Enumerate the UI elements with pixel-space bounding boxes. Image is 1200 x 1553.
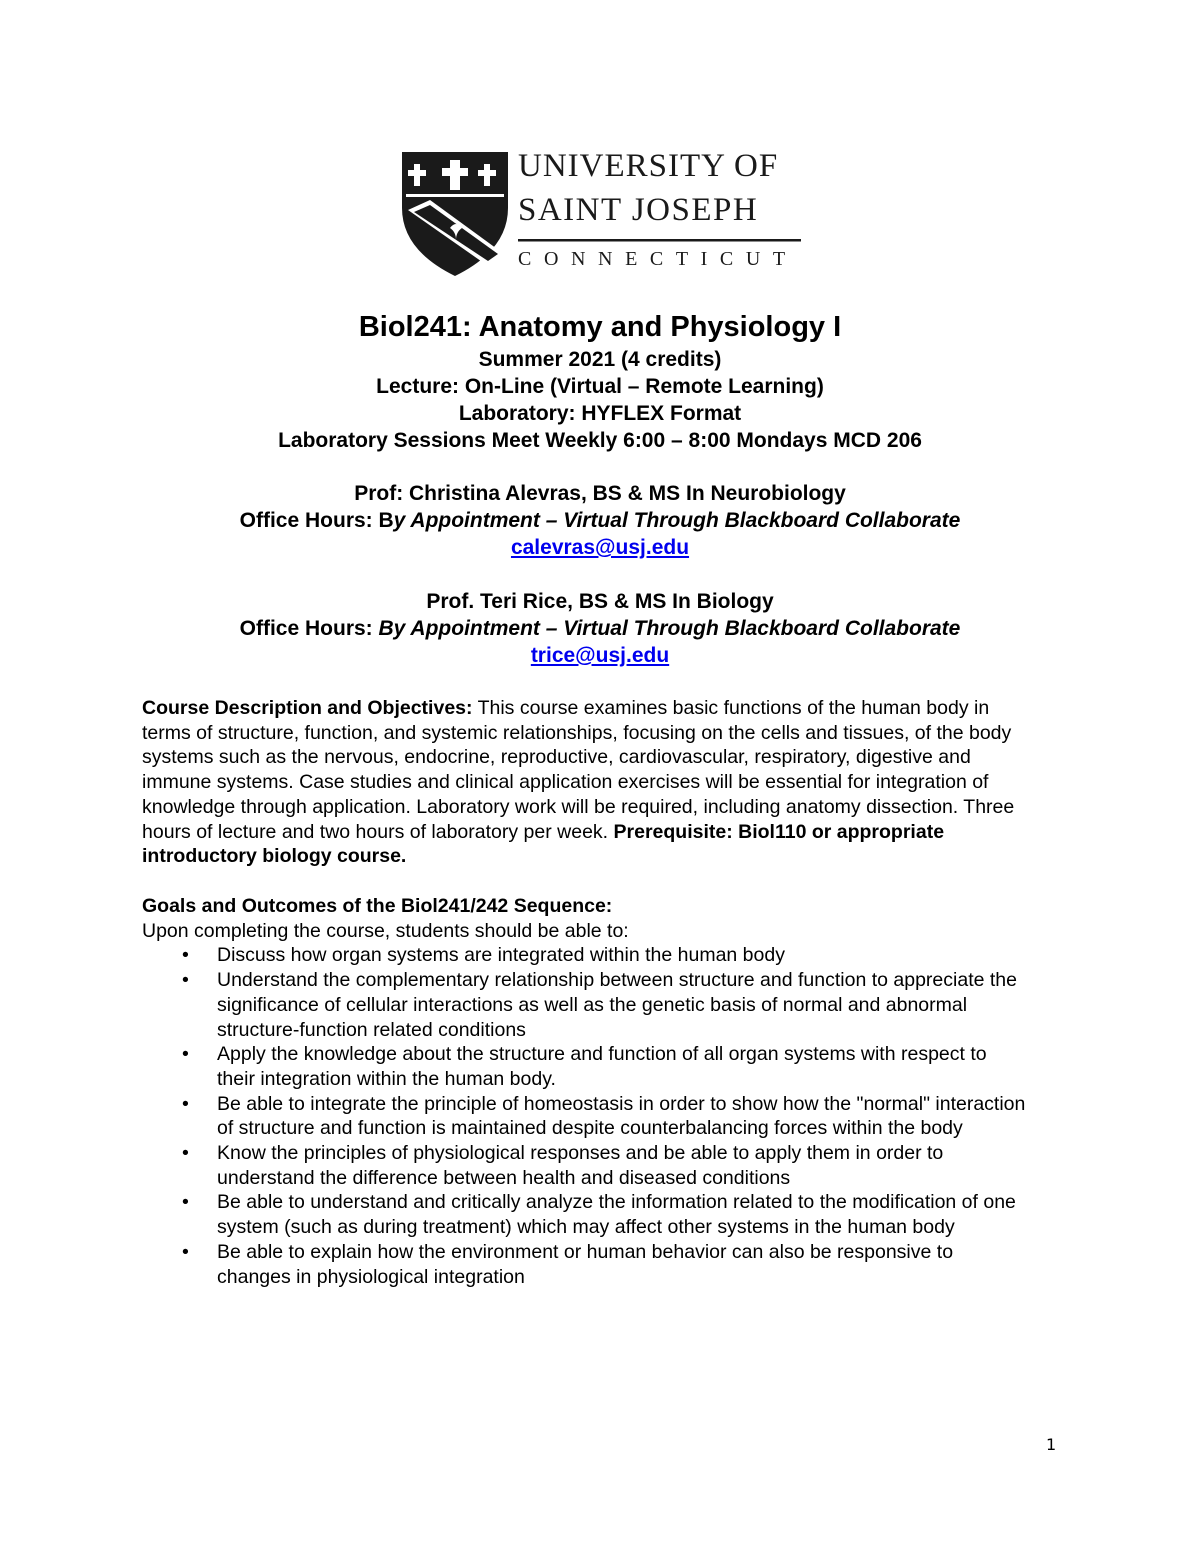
bullet-icon: • <box>182 944 189 967</box>
instructor-email-line <box>100 534 1100 561</box>
course-description-heading: Course Description and Objectives: <box>142 697 473 719</box>
list-item <box>142 1190 1027 1239</box>
instructor-email-link[interactable]: trice@usj.edu <box>530 644 670 667</box>
bullet-icon: • <box>182 1191 189 1214</box>
lecture-format: Lecture: On-Line (Virtual – Remote Learning) <box>376 375 824 398</box>
course-meta <box>100 346 1100 454</box>
list-item <box>142 1240 1027 1289</box>
list-item <box>142 1092 1027 1141</box>
list-item <box>142 1141 1027 1190</box>
goals-intro: Upon completing the course, students should be able to: <box>142 919 629 942</box>
course-title: Biol241: Anatomy and Physiology I <box>358 311 842 343</box>
course-description <box>142 696 1027 869</box>
office-hours-value: By Appointment – Virtual Through Blackboard Collaborate <box>378 617 961 640</box>
goals-section <box>142 894 1027 1289</box>
list-item-text: Know the principles of physiological responses and be able to apply them in order to understand the difference between health and diseased conditions <box>217 1142 944 1189</box>
prerequisite: Prerequisite: Biol110 or appropriate introductory biology course. <box>142 820 945 868</box>
office-hours-label: Office Hours: B <box>239 509 394 532</box>
page-number: 1 <box>1046 1435 1057 1454</box>
laboratory-format: Laboratory: HYFLEX Format <box>458 402 742 425</box>
logo-line-1: UNIVERSITY OF <box>518 148 779 184</box>
logo-line-3: CONNECTICUT <box>518 248 798 270</box>
lab-sessions: Laboratory Sessions Meet Weekly 6:00 – 8:00 Mondays MCD 206 <box>278 429 922 452</box>
list-item <box>142 968 1027 1042</box>
bullet-icon: • <box>182 1092 189 1115</box>
list-item-text: Discuss how organ systems are integrated within the human body <box>217 944 785 967</box>
list-item-text: Apply the knowledge about the structure and function of all organ systems with respect to their integration within the human body. <box>217 1043 987 1090</box>
bullet-icon: • <box>182 969 189 992</box>
goals-heading-text: Goals and Outcomes of the Biol241/242 Sequence: <box>142 895 613 917</box>
list-item-text: Be able to integrate the principle of homeostasis in order to show how the "normal" interaction of structure and function is maintained despite counterbalancing forces within the body <box>217 1092 1026 1140</box>
bullet-icon: • <box>182 1142 189 1165</box>
list-item <box>142 943 1027 968</box>
list-item-text: Understand the complementary relationship between structure and function to appreciate the significance of cellular interactions as well as the genetic basis of normal and abnormal structure-function related conditions <box>217 969 1017 1041</box>
goals-heading <box>142 894 1027 919</box>
bullet-icon: • <box>182 1240 189 1263</box>
university-logo <box>400 150 805 278</box>
instructor-name: Prof. Teri Rice, BS & MS In Biology <box>426 590 774 613</box>
instructor-block <box>100 480 1100 561</box>
office-hours-value: y Appointment – Virtual Through Blackboard Collaborate <box>393 509 961 532</box>
office-hours <box>100 507 1100 534</box>
instructor-name: Prof: Christina Alevras, BS & MS In Neurobiology <box>354 482 846 505</box>
logo-line-2: SAINT JOSEPH <box>518 192 759 228</box>
office-hours <box>100 615 1100 642</box>
list-item <box>142 1042 1027 1091</box>
course-description-text: This course examines basic functions of the human body in terms of structure, function, and systemic relationships, focusing on the cells and tissues, of the body systems such as the nervous, endocrine, reproductive, cardiovascular, respiratory, digestive and immune systems. Case studies and clinical application exercises will be essential for integration of knowledge through application. Laboratory work will be required, including anatomy dissection. Three hours of lecture and two hours of laboratory per week. <box>142 697 1015 843</box>
instructor-email-line <box>100 642 1100 669</box>
goals-list <box>142 943 1027 1289</box>
course-term: Summer 2021 (4 credits) <box>478 348 722 371</box>
instructor-email-link[interactable]: calevras@usj.edu <box>510 536 690 559</box>
instructor-block <box>100 588 1100 669</box>
list-item-text: Be able to understand and critically analyze the information related to the modification of one system (such as during treatment) which may affect other systems in the human body <box>217 1191 1016 1239</box>
office-hours-label: Office Hours: <box>239 617 379 640</box>
list-item-text: Be able to explain how the environment or human behavior can also be responsive to changes in physiological integration <box>217 1240 954 1288</box>
bullet-icon: • <box>182 1043 189 1066</box>
